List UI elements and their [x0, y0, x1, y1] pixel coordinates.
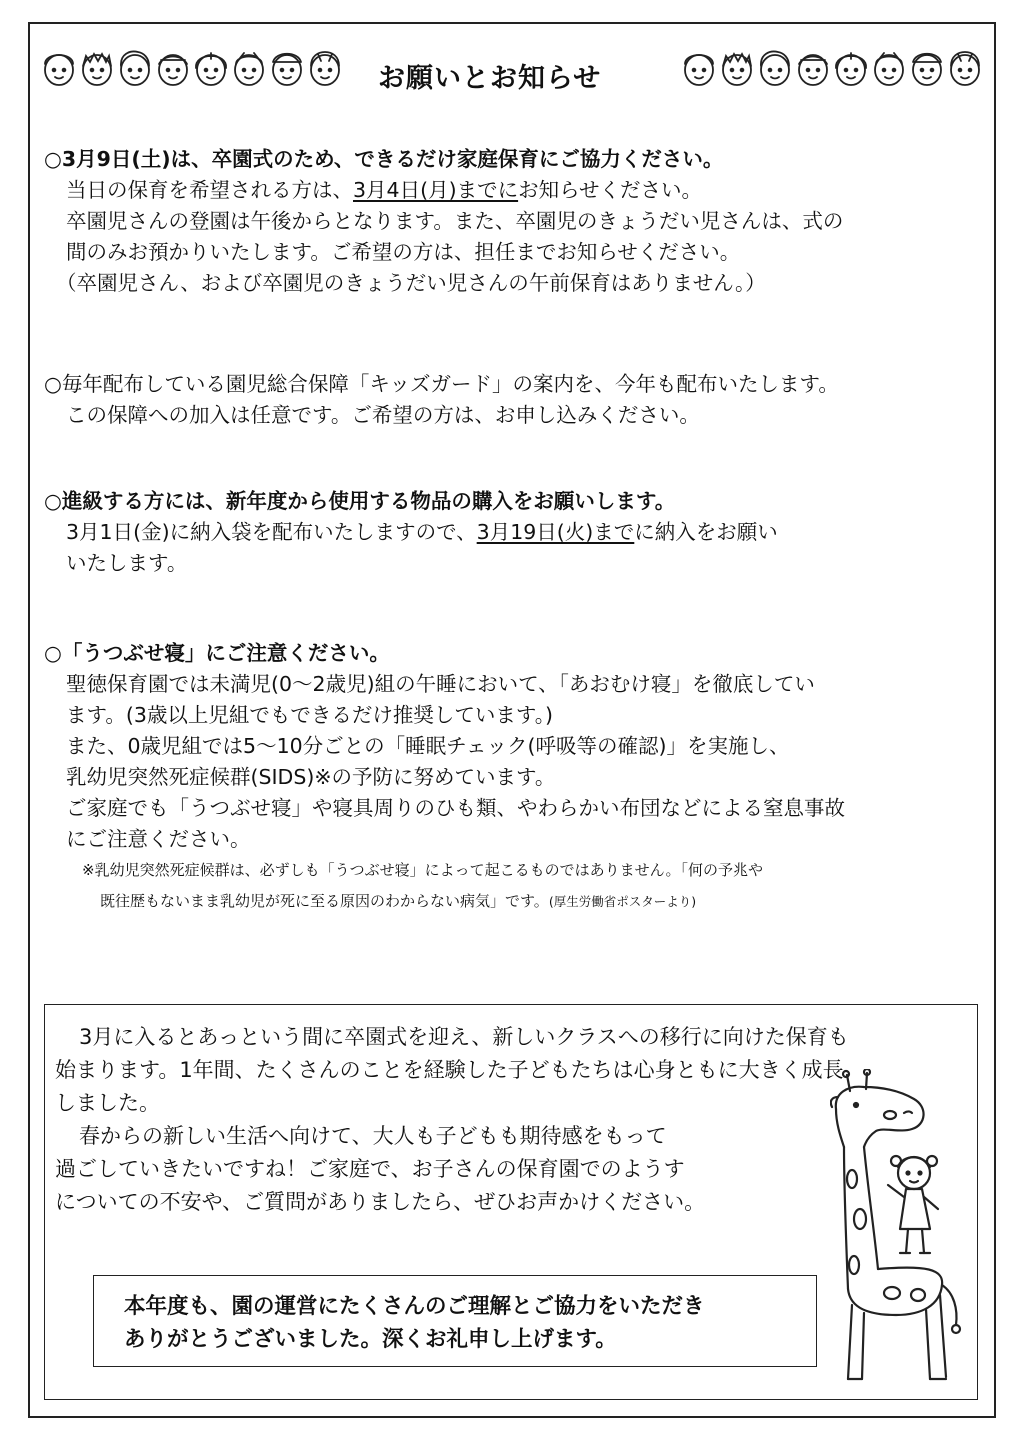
footnote: ※乳幼児突然死症候群は、必ずしも「うつぶせ寝」によって起こるものではありません。「何の予兆や [82, 861, 763, 879]
message-text [55, 1021, 849, 1219]
notice-insurance [44, 369, 974, 431]
child-face-icon [80, 48, 114, 88]
text: 3月1日(金)に納入袋を配布いたしますので、 [66, 520, 477, 544]
notice-heading: ○進級する方には、新年度から使用する物品の購入をお願いします。 [44, 489, 676, 513]
thanks-line: ありがとうございました。深くお礼申し上げます。 [124, 1327, 617, 1352]
notice-line: ます。(3歳以上児組でもできるだけ推奨しています。) [66, 703, 554, 727]
message-line: 春からの新しい生活へ向けて、大人も子どもも期待感をもって [79, 1124, 667, 1148]
child-face-icon [796, 48, 830, 88]
notice-line: いたします。 [66, 551, 188, 575]
child-face-icon [720, 48, 754, 88]
child-face-icon [682, 48, 716, 88]
notice-line [44, 517, 974, 548]
notice-line: ご家庭でも「うつぶせ寝」や寝具周りのひも類、やわらかい布団などによる窒息事故 [66, 796, 845, 820]
notice-line: 卒園児さんの登園は午後からとなります。また、卒園児のきょうだい児さんは、式の [66, 209, 844, 233]
child-face-icon [118, 48, 152, 88]
page-title: お願いとお知らせ [378, 63, 602, 94]
thanks-line: 本年度も、園の運営にたくさんのご理解とご協力をいただき [124, 1294, 705, 1319]
child-face-icon [910, 48, 944, 88]
message-line: 過ごしていきたいですね！ご家庭で、お子さんの保育園でのようす [55, 1157, 685, 1181]
message-line: 3月に入るとあっという間に卒園式を迎え、新しいクラスへの移行に向けた保育も [79, 1025, 849, 1049]
child-face-icon [872, 48, 906, 88]
deadline-underlined: 3月19日(火)まで [476, 520, 635, 544]
faces-left [42, 48, 342, 88]
notice-supplies [44, 486, 974, 579]
child-face-icon [232, 48, 266, 88]
child-face-icon [270, 48, 304, 88]
footnote [44, 886, 974, 917]
text: 既往歴もないまま乳幼児が死に至る原因のわからない病気」です。 [100, 892, 549, 910]
header [30, 42, 994, 112]
notice-graduation [44, 144, 974, 299]
child-face-icon [308, 48, 342, 88]
child-face-icon [834, 48, 868, 88]
text: お知らせください。 [518, 178, 702, 202]
text: に納入をお願い [634, 520, 778, 544]
message-line: についての不安や、ご質問がありましたら、ぜひお声かけください。 [55, 1190, 706, 1214]
notice-heading: ○毎年配布している園児総合保障「キッズガード」の案内を、今年も配布いたします。 [44, 372, 839, 396]
notice-heading: ○「うつぶせ寝」にご注意ください。 [44, 641, 390, 665]
notice-line: 間のみお預かりいたします。ご希望の方は、担任までお知らせください。 [66, 240, 741, 264]
notice-line: 乳幼児突然死症候群(SIDS)※の予防に努めています。 [66, 765, 556, 789]
newsletter-page [28, 22, 996, 1418]
notice-line: 聖徳保育園では未満児(0～2歳児)組の午睡において、「あおむけ寝」を徹底してい [66, 672, 815, 696]
notice-line: にご注意ください。 [66, 827, 251, 851]
deadline-underlined: 3月4日(月)までに [353, 178, 519, 202]
notice-line: （卒園児さん、および卒園児のきょうだい児さんの午前保育はありません。） [56, 271, 766, 295]
child-face-icon [948, 48, 982, 88]
message-line: しました。 [55, 1091, 160, 1115]
child-face-icon [758, 48, 792, 88]
thanks-box [93, 1275, 817, 1367]
child-face-icon [42, 48, 76, 88]
faces-right [682, 48, 982, 88]
giraffe-with-child-icon [830, 1069, 970, 1387]
footnote-source: (厚生労働省ポスターより) [548, 894, 697, 909]
notice-line [44, 175, 974, 206]
notice-sleep-safety [44, 638, 974, 917]
message-box [44, 1004, 978, 1400]
notice-heading: ○3月9日(土)は、卒園式のため、できるだけ家庭保育にご協力ください。 [44, 147, 724, 171]
notice-line: この保障への加入は任意です。ご希望の方は、お申し込みください。 [66, 403, 700, 427]
notice-line: また、0歳児組では5～10分ごとの「睡眠チェック(呼吸等の確認)」を実施し、 [66, 734, 790, 758]
child-face-icon [194, 48, 228, 88]
child-face-icon [156, 48, 190, 88]
message-line: 始まります。1年間、たくさんのことを経験した子どもたちは心身ともに大きく成長 [55, 1058, 844, 1082]
text: 当日の保育を希望される方は、 [66, 178, 353, 202]
